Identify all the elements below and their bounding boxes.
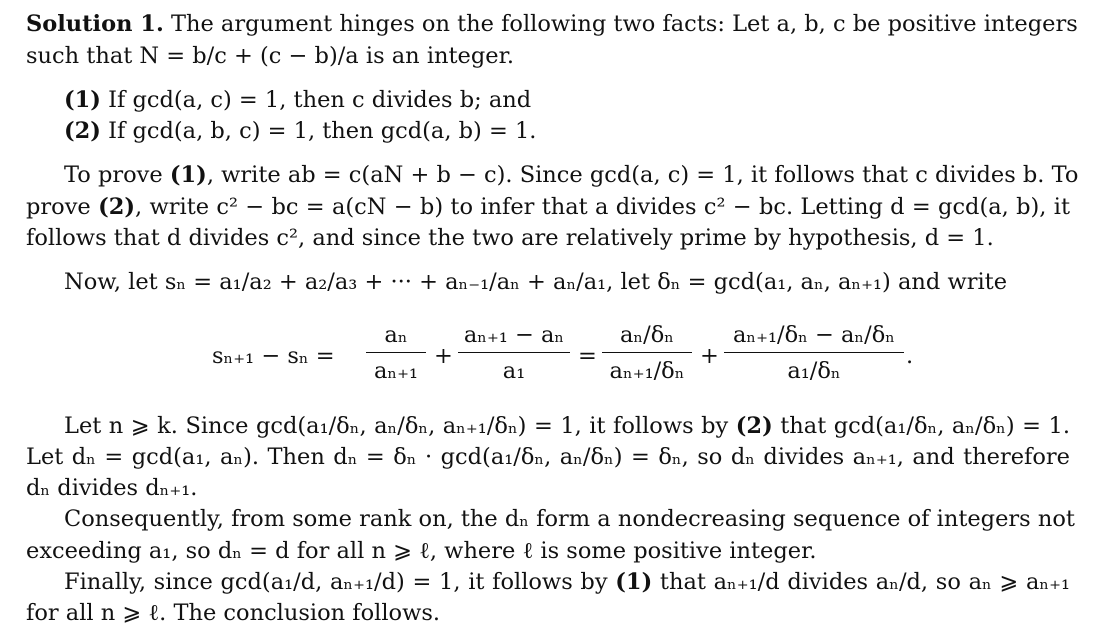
consequence-line-1: Consequently, from some rank on, the dₙ form a nondecreasing sequence of integers not (64, 506, 1075, 532)
intro-text-1: The argument hinges on the following two facts: Let a, b, c be positive integers (170, 11, 1078, 37)
fact-1 (64, 85, 531, 115)
fact-2-label: (2) (64, 118, 101, 144)
step-text-1b: that gcd(a₁/δₙ, aₙ/δₙ) = 1. (780, 413, 1070, 439)
final-line-2: for all n ⩾ ℓ. The conclusion follows. (26, 600, 441, 626)
step-ref-2: (2) (735, 413, 773, 439)
final-ref-1: (1) (615, 569, 653, 595)
fraction-3-numerator: aₙ/δₙ (602, 318, 692, 353)
step-line-1 (64, 411, 1070, 441)
display-equation (26, 318, 1070, 394)
step-line-2: Let dₙ = gcd(a₁, aₙ). Then dₙ = δₙ · gcd(a₁/δₙ, aₙ/δₙ) = δₙ, so dₙ divides aₙ₊₁, and therefore (26, 444, 1070, 470)
fraction-1-denominator: aₙ₊₁ (373, 358, 419, 384)
proof-ref-1: (1) (169, 162, 207, 188)
fraction-2 (458, 318, 570, 389)
equation-period: . (906, 343, 914, 369)
fraction-4 (724, 318, 904, 389)
plus-sign-2: + (700, 343, 719, 369)
proof-text-1a: To prove (64, 162, 163, 188)
final-text-1a: Finally, since gcd(a₁/d, aₙ₊₁/d) = 1, it follows by (64, 569, 608, 595)
final-text-1b: that aₙ₊₁/d divides aₙ/d, so aₙ ⩾ aₙ₊₁ (659, 569, 1071, 595)
definition-line: Now, let sₙ = a₁/a₂ + a₂/a₃ + ··· + aₙ₋₁/aₙ + aₙ/a₁, let δₙ = gcd(a₁, aₙ, aₙ₊₁) and write (64, 269, 1008, 295)
intro-line-2: such that N = b/c + (c − b)/a is an integer. (26, 43, 515, 69)
solution-heading: Solution 1. (26, 11, 164, 37)
proof-line-3: follows that d divides c², and since the two are relatively prime by hypothesis, d = 1. (26, 225, 994, 251)
equals-sign: = (578, 343, 597, 369)
fraction-3-denominator: aₙ₊₁/δₙ (609, 358, 685, 384)
proof-line-2 (26, 192, 1070, 222)
fact-2 (64, 116, 536, 146)
fraction-4-numerator: aₙ₊₁/δₙ − aₙ/δₙ (724, 318, 904, 353)
fraction-2-denominator: a₁ (502, 358, 526, 384)
fraction-4-denominator: a₁/δₙ (787, 358, 841, 384)
fraction-1 (366, 318, 426, 389)
fraction-3 (602, 318, 692, 389)
step-text-1a: Let n ⩾ k. Since gcd(a₁/δₙ, aₙ/δₙ, aₙ₊₁/δₙ) = 1, it follows by (64, 413, 729, 439)
proof-line-1 (64, 160, 1079, 190)
fact-2-text: If gcd(a, b, c) = 1, then gcd(a, b) = 1. (108, 118, 537, 144)
fact-1-label: (1) (64, 87, 101, 113)
proof-text-2b: , write c² − bc = a(cN − b) to infer that a divides c² − bc. Letting d = gcd(a, b), it (135, 194, 1071, 220)
proof-text-1b: , write ab = c(aN + b − c). Since gcd(a, c) = 1, it follows that c divides b. To (206, 162, 1079, 188)
proof-text-2a: prove (26, 194, 91, 220)
fraction-1-numerator: aₙ (366, 318, 426, 353)
fraction-2-numerator: aₙ₊₁ − aₙ (458, 318, 570, 353)
plus-sign-1: + (434, 343, 453, 369)
fact-1-text: If gcd(a, c) = 1, then c divides b; and (108, 87, 532, 113)
equation-lhs: sₙ₊₁ − sₙ = (212, 343, 335, 369)
intro-line-1 (26, 9, 1078, 39)
step-line-3: dₙ divides dₙ₊₁. (26, 475, 198, 501)
final-line-1 (64, 567, 1070, 597)
proof-ref-2: (2) (98, 194, 136, 220)
consequence-line-2: exceeding a₁, so dₙ = d for all n ⩾ ℓ, where ℓ is some positive integer. (26, 538, 817, 564)
